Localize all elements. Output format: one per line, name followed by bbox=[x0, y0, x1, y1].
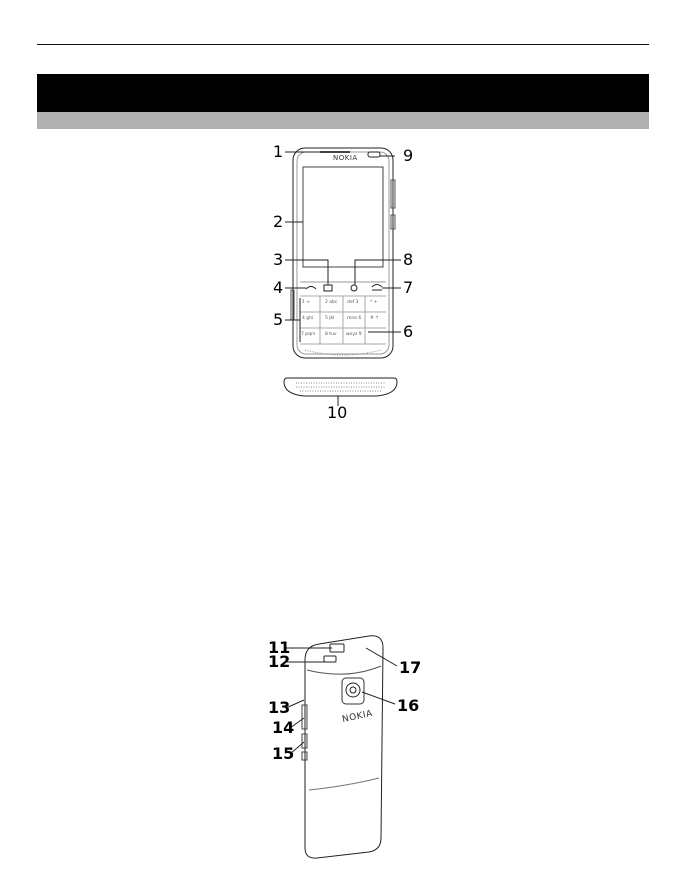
key-2: 2 abc bbox=[325, 300, 338, 305]
menu-key-glyph bbox=[351, 285, 357, 291]
callout-9: 9 bbox=[403, 146, 414, 165]
back-lower-band bbox=[309, 778, 379, 790]
charger-connector bbox=[330, 644, 344, 652]
back-camera-lens bbox=[346, 683, 360, 697]
callout-14: 14 bbox=[272, 718, 295, 737]
message-key-glyph bbox=[324, 285, 332, 291]
key-6: mno 6 bbox=[347, 316, 362, 321]
front-brand-logo: NOKIA bbox=[333, 154, 358, 162]
call-key-glyph bbox=[306, 287, 316, 290]
callout-11: 11 bbox=[268, 638, 291, 657]
back-view-figure bbox=[0, 620, 680, 870]
callout-3: 3 bbox=[273, 250, 284, 269]
leader-8 bbox=[355, 260, 401, 285]
end-key-glyph bbox=[372, 285, 382, 291]
callout-17: 17 bbox=[399, 658, 422, 677]
callout-13: 13 bbox=[268, 698, 291, 717]
leader-17 bbox=[366, 648, 397, 666]
callout-2: 2 bbox=[273, 212, 284, 231]
key-hash: # ↑ bbox=[370, 316, 379, 321]
callout-7: 7 bbox=[403, 278, 414, 297]
callout-16: 16 bbox=[397, 696, 420, 715]
callout-10: 10 bbox=[327, 403, 348, 422]
key-star: * + bbox=[370, 300, 378, 305]
callout-12: 12 bbox=[268, 652, 291, 671]
callout-8: 8 bbox=[403, 250, 414, 269]
key-9: wxyz 9 bbox=[346, 332, 362, 337]
usb-connector bbox=[324, 656, 336, 662]
callout-4: 4 bbox=[273, 278, 284, 297]
back-camera-housing bbox=[342, 678, 364, 704]
front-phone-drawing bbox=[0, 0, 680, 440]
back-phone-drawing bbox=[0, 620, 680, 870]
bottom-edge-view bbox=[284, 378, 397, 396]
callout-15: 15 bbox=[272, 744, 295, 763]
back-camera-lens-inner bbox=[350, 687, 356, 693]
key-5: 5 jkl bbox=[325, 316, 335, 321]
bottom-speaker-grille bbox=[296, 383, 385, 391]
callout-1: 1 bbox=[273, 142, 284, 161]
callout-5: 5 bbox=[273, 310, 284, 329]
leader-3 bbox=[285, 260, 328, 285]
back-top-band bbox=[307, 666, 381, 674]
back-brand-logo: NOKIA bbox=[341, 708, 374, 726]
key-4: 4 ghi bbox=[302, 316, 314, 321]
leader-16 bbox=[362, 692, 395, 704]
key-1: 1 ∞ bbox=[302, 300, 311, 305]
display bbox=[303, 167, 383, 267]
callout-6: 6 bbox=[403, 322, 414, 341]
key-3: def 3 bbox=[347, 300, 359, 305]
front-view-figure bbox=[0, 0, 680, 440]
front-camera bbox=[368, 152, 380, 157]
key-7: 7 pqrs bbox=[301, 332, 316, 337]
key-8: 8 tuv bbox=[325, 332, 337, 337]
